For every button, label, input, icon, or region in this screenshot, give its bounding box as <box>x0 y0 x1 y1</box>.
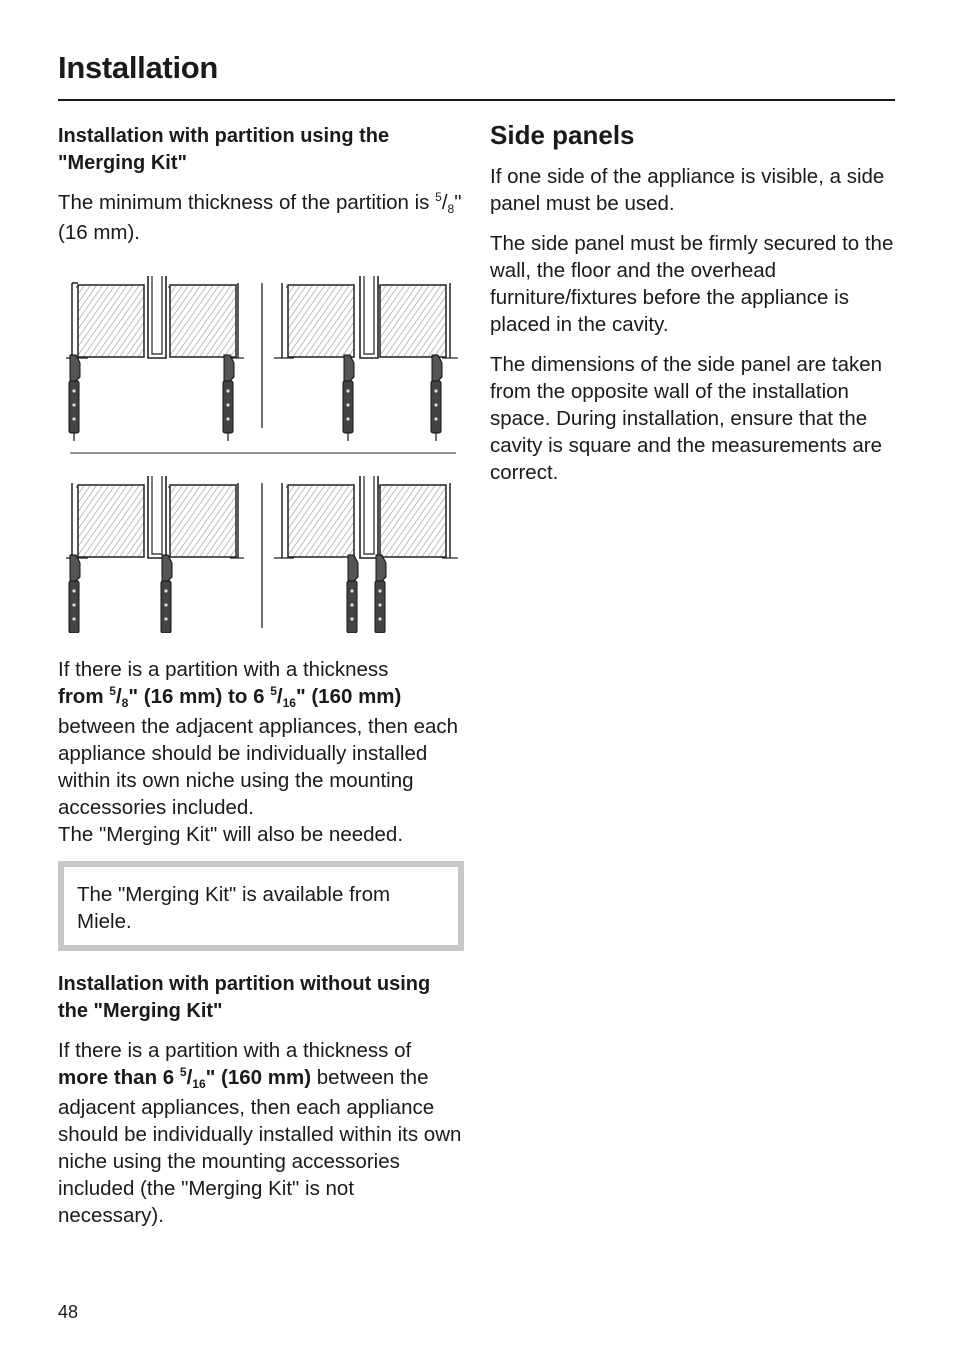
partition-thickness-text: If there is a partition with a thickness from $^5/_8$" (16 mm) to 6 $^5/_{16}$" (160 mm) between the adjacent appliances, then each appliance should be individually installed within its own niche using the mounting accessories included. The "Merging Kit" will also be needed. <box>58 658 459 846</box>
merging-kit-heading: Installation with partition using the "Merging Kit" <box>58 125 390 174</box>
note-text: The "Merging Kit" is available from Miele. <box>77 883 391 933</box>
installation-diagram <box>58 273 464 633</box>
side-panels-heading: Side panels <box>490 120 635 150</box>
right-column <box>490 119 900 499</box>
page-number: 48 <box>58 1302 79 1322</box>
page-title: Installation <box>58 50 219 85</box>
diagram-top-right <box>274 276 458 441</box>
side-panel-para-2: The side panel must be firmly secured to the wall, the floor and the overhead furniture/fixtures before the appliance is placed in the cavity. <box>490 232 894 336</box>
diagram-bottom-right <box>274 476 458 633</box>
diagram-top-left <box>66 276 244 441</box>
minimum-thickness-text: The minimum thickness of the partition is $^5/_8$" (16 mm). <box>58 190 462 244</box>
diagram-bottom-left <box>66 476 244 633</box>
side-panel-para-3: The dimensions of the side panel are taken from the opposite wall of the installation space. During installation, ensure that the cavity is square and the measurements are correct. <box>490 353 883 484</box>
left-column <box>58 123 464 1242</box>
without-merging-kit-heading: Installation with partition without using the "Merging Kit" <box>58 973 431 1022</box>
side-panel-para-1: If one side of the appliance is visible, a side panel must be used. <box>490 165 885 215</box>
large-partition-text: If there is a partition with a thickness of more than 6 $^5/_{16}$" (160 mm) between the adjacent appliances, then each appliance should be individually installed within its own niche using the mounting accessories included (the "Merging Kit" is not necessary). <box>58 1039 462 1227</box>
merging-kit-note <box>58 861 464 951</box>
title-divider <box>58 99 895 101</box>
